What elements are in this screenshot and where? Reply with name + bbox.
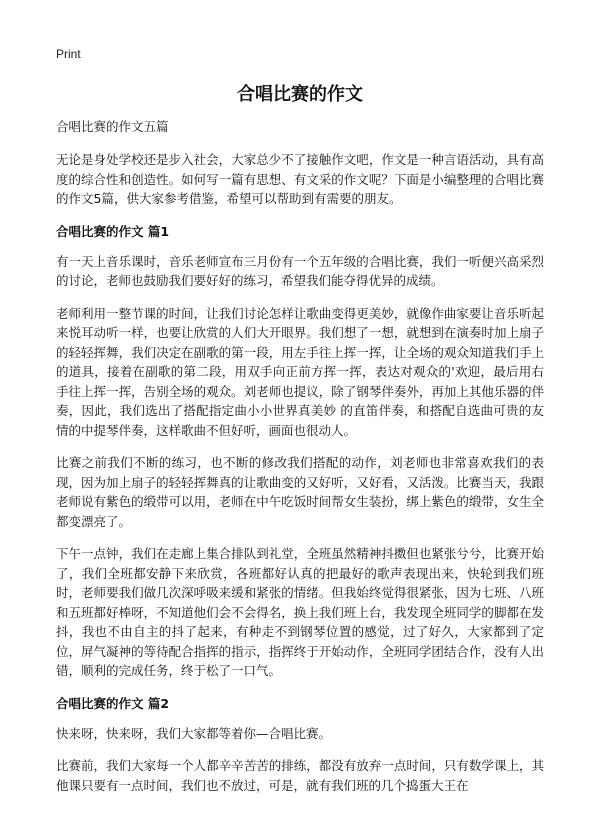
section-heading: 合唱比赛的作文 篇2 [56,695,170,711]
paragraph: 下午一点钟，我们在走廊上集合排队到礼堂，全班虽然精神抖擞但也紧张兮兮，比赛开始了，我们全班都安静下来欣赏，各班都好认真的把最好的歌声表现出来，快轮到我们班时，老师要我们做几次深呼吸来缓和紧张的情绪。但我始终觉得很紧张，因为七班、八班和五班都好棒呀，不知道他们会不会得名，换上我们班上台，我发现全班同学的脚都在发抖，我也不由自主的抖了起来，有种走不到钢琴位置的感觉，过了好久，大家都到了定位，屏气凝神的等待配合指挥的指示，指挥终于开始动作，全班同学团结合作，没有人出错，顺利的完成任务，终于松了一口气。 [56,546,544,678]
section-heading: 合唱比赛的作文 篇1 [56,223,170,239]
paragraph: 比赛之前我们不断的练习，也不断的修改我们搭配的动作，刘老师也非常喜欢我们的表现，因为加上扇子的轻轻挥舞真的让歌曲变的又好听，又好看，又活泼。比赛当天，我跟老师说有紫色的缎带可以用，老师在中午吃饭时间帮女生装扮，绑上紫色的缎带，女生全都变漂亮了。 [56,455,544,529]
document-subtitle: 合唱比赛的作文五篇 [56,119,169,134]
paragraph: 老师利用一整节课的时间，让我们讨论怎样让歌曲变得更美妙，就像作曲家要让音乐听起来悦耳动听一样，也要让欣赏的人们大开眼界。我们想了一想，就想到在演奏时加上扇子的轻轻挥舞，我们决定在副歌的第一段，用左手往上挥一挥，让全场的观众知道我们手上的道具，接着在副歌的第二段，用双手向正前方挥一挥，表达对观众的'欢迎，最后用右手往上挥一挥，告别全场的观众。刘老师也提议，除了钢琴伴奏外，再加上其他乐器的伴奏，因此，我们选出了搭配指定曲小小世界真美妙 的直笛伴奏，和搭配自选曲可贵的友情的中提琴伴奏，这样歌曲不但好听，画面也很动人。 [56,305,544,438]
page-title: 合唱比赛的作文 [237,84,363,105]
section-2 [56,694,544,796]
paragraph: 比赛前，我们大家每一个人都辛辛苦苦的排练，都没有放弃一点时间，只有数学课上，其他课只要有一点时间，我们也不放过，可是，就有我们班的几个捣蛋大王在 [56,758,544,793]
print-link[interactable]: Print [56,47,81,61]
paragraph: 有一天上音乐课时，音乐老师宣布三月份有一个五年级的合唱比赛，我们一听便兴高采烈的讨论，老师也鼓励我们要好好的练习，希望我们能夺得优异的成绩。 [56,253,544,288]
paragraph: 快来呀，快来呀，我们大家都等着你—合唱比赛。 [56,725,332,741]
section-1 [56,222,544,681]
intro-paragraph: 无论是身处学校还是步入社会，大家总少不了接触作文吧，作文是一种言语活动，具有高度的综合性和创造性。如何写一篇有思想、有文采的作文呢？下面是小编整理的合唱比赛的作文5篇，供大家参考借鉴，希望可以帮助到有需要的朋友。 [56,152,544,206]
document-body [56,118,544,808]
